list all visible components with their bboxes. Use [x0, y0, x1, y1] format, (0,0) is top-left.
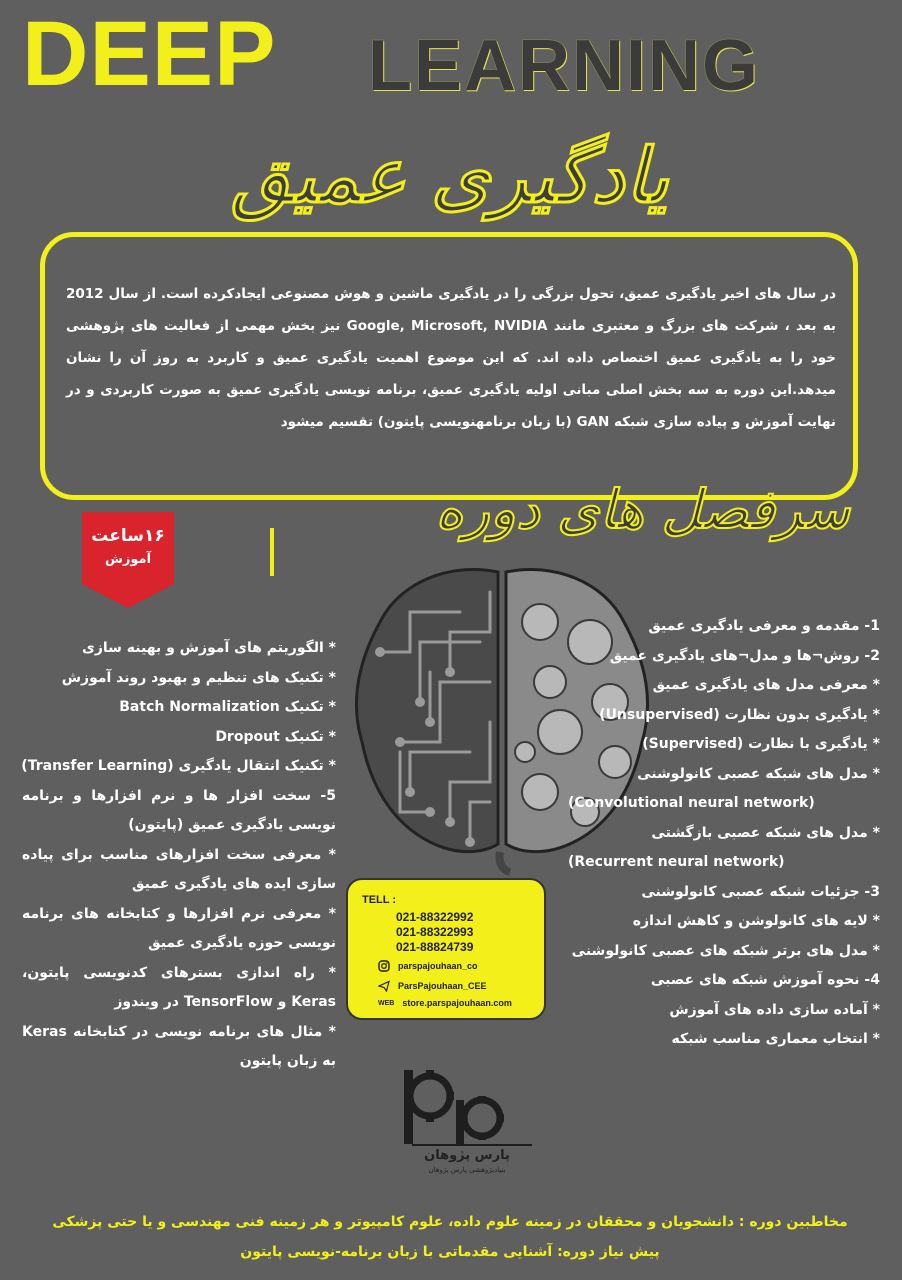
list-item: * تکنیک های تنظیم و بهبود روند آموزش	[61, 669, 336, 686]
instagram-icon	[378, 960, 390, 972]
list-item: * یادگیری با نظارت (Supervised)	[642, 736, 880, 752]
list-item: * آماده سازی داده های آموزش	[669, 1001, 880, 1018]
tell-label: TELL :	[362, 894, 397, 906]
telegram-handle: ParsPajouhaan_CEE	[398, 981, 487, 991]
web-row[interactable]	[378, 998, 512, 1008]
list-item: * مثال های برنامه نویسی در کتابخانه Keras به زبان پایتون	[22, 1023, 336, 1069]
chapters-divider	[270, 528, 274, 576]
list-item: * راه اندازی بسترهای کدنویسی پایتون، Keras و TensorFlow در ویندوز	[22, 964, 336, 1010]
list-item: (Convolutional neural network)	[568, 795, 815, 811]
telegram-icon	[378, 980, 390, 992]
chapters-list-left	[22, 634, 336, 1077]
list-item: * تکنیک Batch Normalization	[119, 699, 336, 715]
list-item: * معرفی نرم افزارها و کتابخانه های برنامه نویسی حوزه یادگیری عمیق	[22, 905, 336, 951]
list-item: * تکنیک انتقال یادگیری (Transfer Learning)	[21, 758, 336, 774]
phone-number[interactable]: 021-88824739	[396, 940, 474, 954]
list-item: * معرفی مدل های یادگیری عمیق	[652, 677, 880, 693]
title-learning: LEARNING	[368, 26, 760, 106]
badge-label: آموزش	[104, 552, 152, 567]
contact-box	[346, 878, 546, 1020]
hours-badge	[82, 512, 174, 608]
list-item: 5- سخت افزار ها و نرم افزارها و برنامه نویسی یادگیری عمیق (پایتون)	[22, 787, 336, 833]
intro-text: در سال های اخیر یادگیری عمیق، تحول بزرگی را در یادگیری ماشین و هوش مصنوعی ایجادکرده است. از سال 2012 به بعد ، شرکت های بزرگ و معتبری مانند Google, Microsoft, NVIDIA نیز بخش مهمی از فعالیت های پژوهشی خود را به یادگیری عمیق اختصاص داده اند. که این موضوع اهمیت یادگیری عمیق و کاربرد به روز آن را نشان میدهد.این دوره به سه بخش اصلی مبانی اولیه یادگیری عمیق، برنامه نویسی یادگیری عمیق به صورت کاربردی و در نهایت آموزش و پیاده سازی شبکه GAN (با زبان برنامهنویسی پایتون) تقسیم میشود	[66, 286, 836, 430]
list-item: * یادگیری بدون نظارت (Unsupervised)	[599, 706, 880, 723]
persian-title: یادگیری عمیق	[230, 131, 670, 220]
chapters-title: سرفصل های دوره	[435, 478, 850, 541]
list-item: (Recurrent neural network)	[568, 854, 785, 870]
list-item: * الگوریتم های آموزش و بهینه سازی	[81, 640, 336, 656]
list-item: * معرفی سخت افزارهای مناسب برای پیاده سازی ایده های یادگیری عمیق	[22, 846, 336, 892]
phone-number[interactable]: 021-88322993	[396, 925, 474, 939]
list-item: * لایه های کانولوشن و کاهش اندازه	[632, 913, 880, 929]
audience-text: مخاطبین دوره : دانشجویان و محققان در زمینه علوم داده، علوم کامپیوتر و هر زمینه فنی مهندسی و یا حتی پزشکی	[52, 1214, 848, 1230]
chapters-list-right	[568, 612, 880, 1055]
web-label: WEB	[378, 999, 395, 1007]
badge-hours: ۱۶ساعت	[91, 526, 165, 546]
list-item: * مدل های شبکه عصبی بازگشتی	[651, 824, 880, 841]
web-link[interactable]: store.parspajouhaan.com	[402, 998, 512, 1008]
prerequisite-text: پیش نیاز دوره: آشنایی مقدماتی با زبان برنامه-نویسی پایتون	[240, 1244, 660, 1260]
list-item: * انتخاب معماری مناسب شبکه	[671, 1031, 880, 1047]
logo-caption: پارس پژوهان	[424, 1148, 510, 1163]
logo-tagline: بنیادپژوهشی پارس پژوهان	[428, 1166, 506, 1174]
list-item: 4- نحوه آموزش شبکه های عصبی	[650, 972, 880, 988]
telegram-row[interactable]	[378, 980, 487, 992]
list-item: 1- مقدمه و معرفی یادگیری عمیق	[648, 618, 880, 634]
phone-number[interactable]: 021-88322992	[396, 910, 474, 924]
title-deep: DEEP	[22, 3, 277, 105]
list-item: * تکنیک Dropout	[215, 728, 336, 745]
list-item: 2- روش¬ها و مدل¬های یادگیری عمیق	[609, 647, 880, 664]
instagram-row[interactable]	[378, 960, 478, 972]
list-item: * مدل های برتر شبکه های عصبی کانولوشنی	[571, 942, 880, 959]
list-item: 3- جزئیات شبکه عصبی کانولوشنی	[641, 883, 880, 900]
instagram-handle: parspajouhaan_co	[398, 961, 478, 971]
list-item: * مدل های شبکه عصبی کانولوشنی	[637, 765, 880, 782]
